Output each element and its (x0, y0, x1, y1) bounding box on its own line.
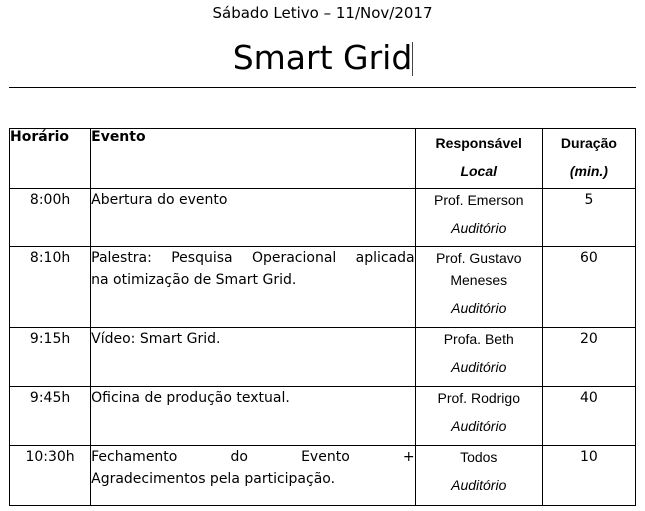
document-subtitle: Sábado Letivo – 11/Nov/2017 (212, 4, 433, 22)
header-duration: Duração (560, 135, 617, 151)
row-location: Auditório (451, 359, 507, 375)
row-event (91, 247, 416, 328)
row-time: 9:45h (10, 387, 91, 446)
row-responsible-name: Todos (460, 449, 498, 465)
document-title: Smart Grid (232, 38, 413, 77)
row-duration: 60 (542, 247, 635, 328)
row-event-line1: Vídeo: Smart Grid. (91, 331, 221, 347)
row-responsible (415, 446, 542, 506)
row-responsible-name-cont: Meneses (450, 272, 508, 288)
table-row (10, 189, 636, 247)
header-time: Horário (10, 129, 91, 189)
row-event (91, 446, 416, 506)
row-responsible-name: Prof. Rodrigo (437, 390, 520, 406)
row-duration: 5 (542, 189, 635, 247)
row-responsible (415, 387, 542, 446)
row-duration: 20 (542, 328, 635, 387)
row-duration: 40 (542, 387, 635, 446)
row-time: 8:10h (10, 247, 91, 328)
row-event (91, 387, 416, 446)
table-row (10, 446, 636, 506)
row-time: 10:30h (10, 446, 91, 506)
header-event: Evento (91, 129, 416, 189)
row-responsible-name: Prof. Gustavo (435, 250, 522, 266)
row-location: Auditório (451, 220, 507, 236)
row-event (91, 328, 416, 387)
header-duration-cell (542, 129, 635, 189)
row-responsible (415, 328, 542, 387)
header-duration-unit: (min.) (569, 163, 608, 179)
row-location: Auditório (451, 418, 507, 434)
header-responsible: Responsável (435, 135, 522, 151)
row-event-line2: Agradecimentos pela participação. (91, 471, 336, 487)
table-row (10, 387, 636, 446)
row-location: Auditório (451, 300, 507, 316)
header-location: Local (460, 163, 498, 179)
row-responsible-name: Prof. Emerson (434, 192, 524, 208)
row-event-line1: Palestra: Pesquisa Operacional aplicada (91, 250, 415, 266)
row-event-line1: Oficina de produção textual. (91, 390, 290, 406)
row-duration: 10 (542, 446, 635, 506)
text-cursor (412, 42, 413, 76)
row-location: Auditório (451, 477, 507, 493)
header-responsible-location (415, 129, 542, 189)
table-row (10, 247, 636, 328)
row-responsible-name: Profa. Beth (443, 331, 514, 347)
row-responsible (415, 247, 542, 328)
row-event-line1: Abertura do evento (91, 192, 228, 208)
schedule-table (9, 128, 636, 506)
row-event-line1: Fechamento do Evento + (91, 449, 415, 465)
row-time: 9:15h (10, 328, 91, 387)
row-event (91, 189, 416, 247)
row-responsible (415, 189, 542, 247)
table-header-row (10, 129, 636, 189)
row-time: 8:00h (10, 189, 91, 247)
header-divider (9, 87, 636, 88)
table-row (10, 328, 636, 387)
row-event-line2: na otimização de Smart Grid. (91, 272, 297, 288)
